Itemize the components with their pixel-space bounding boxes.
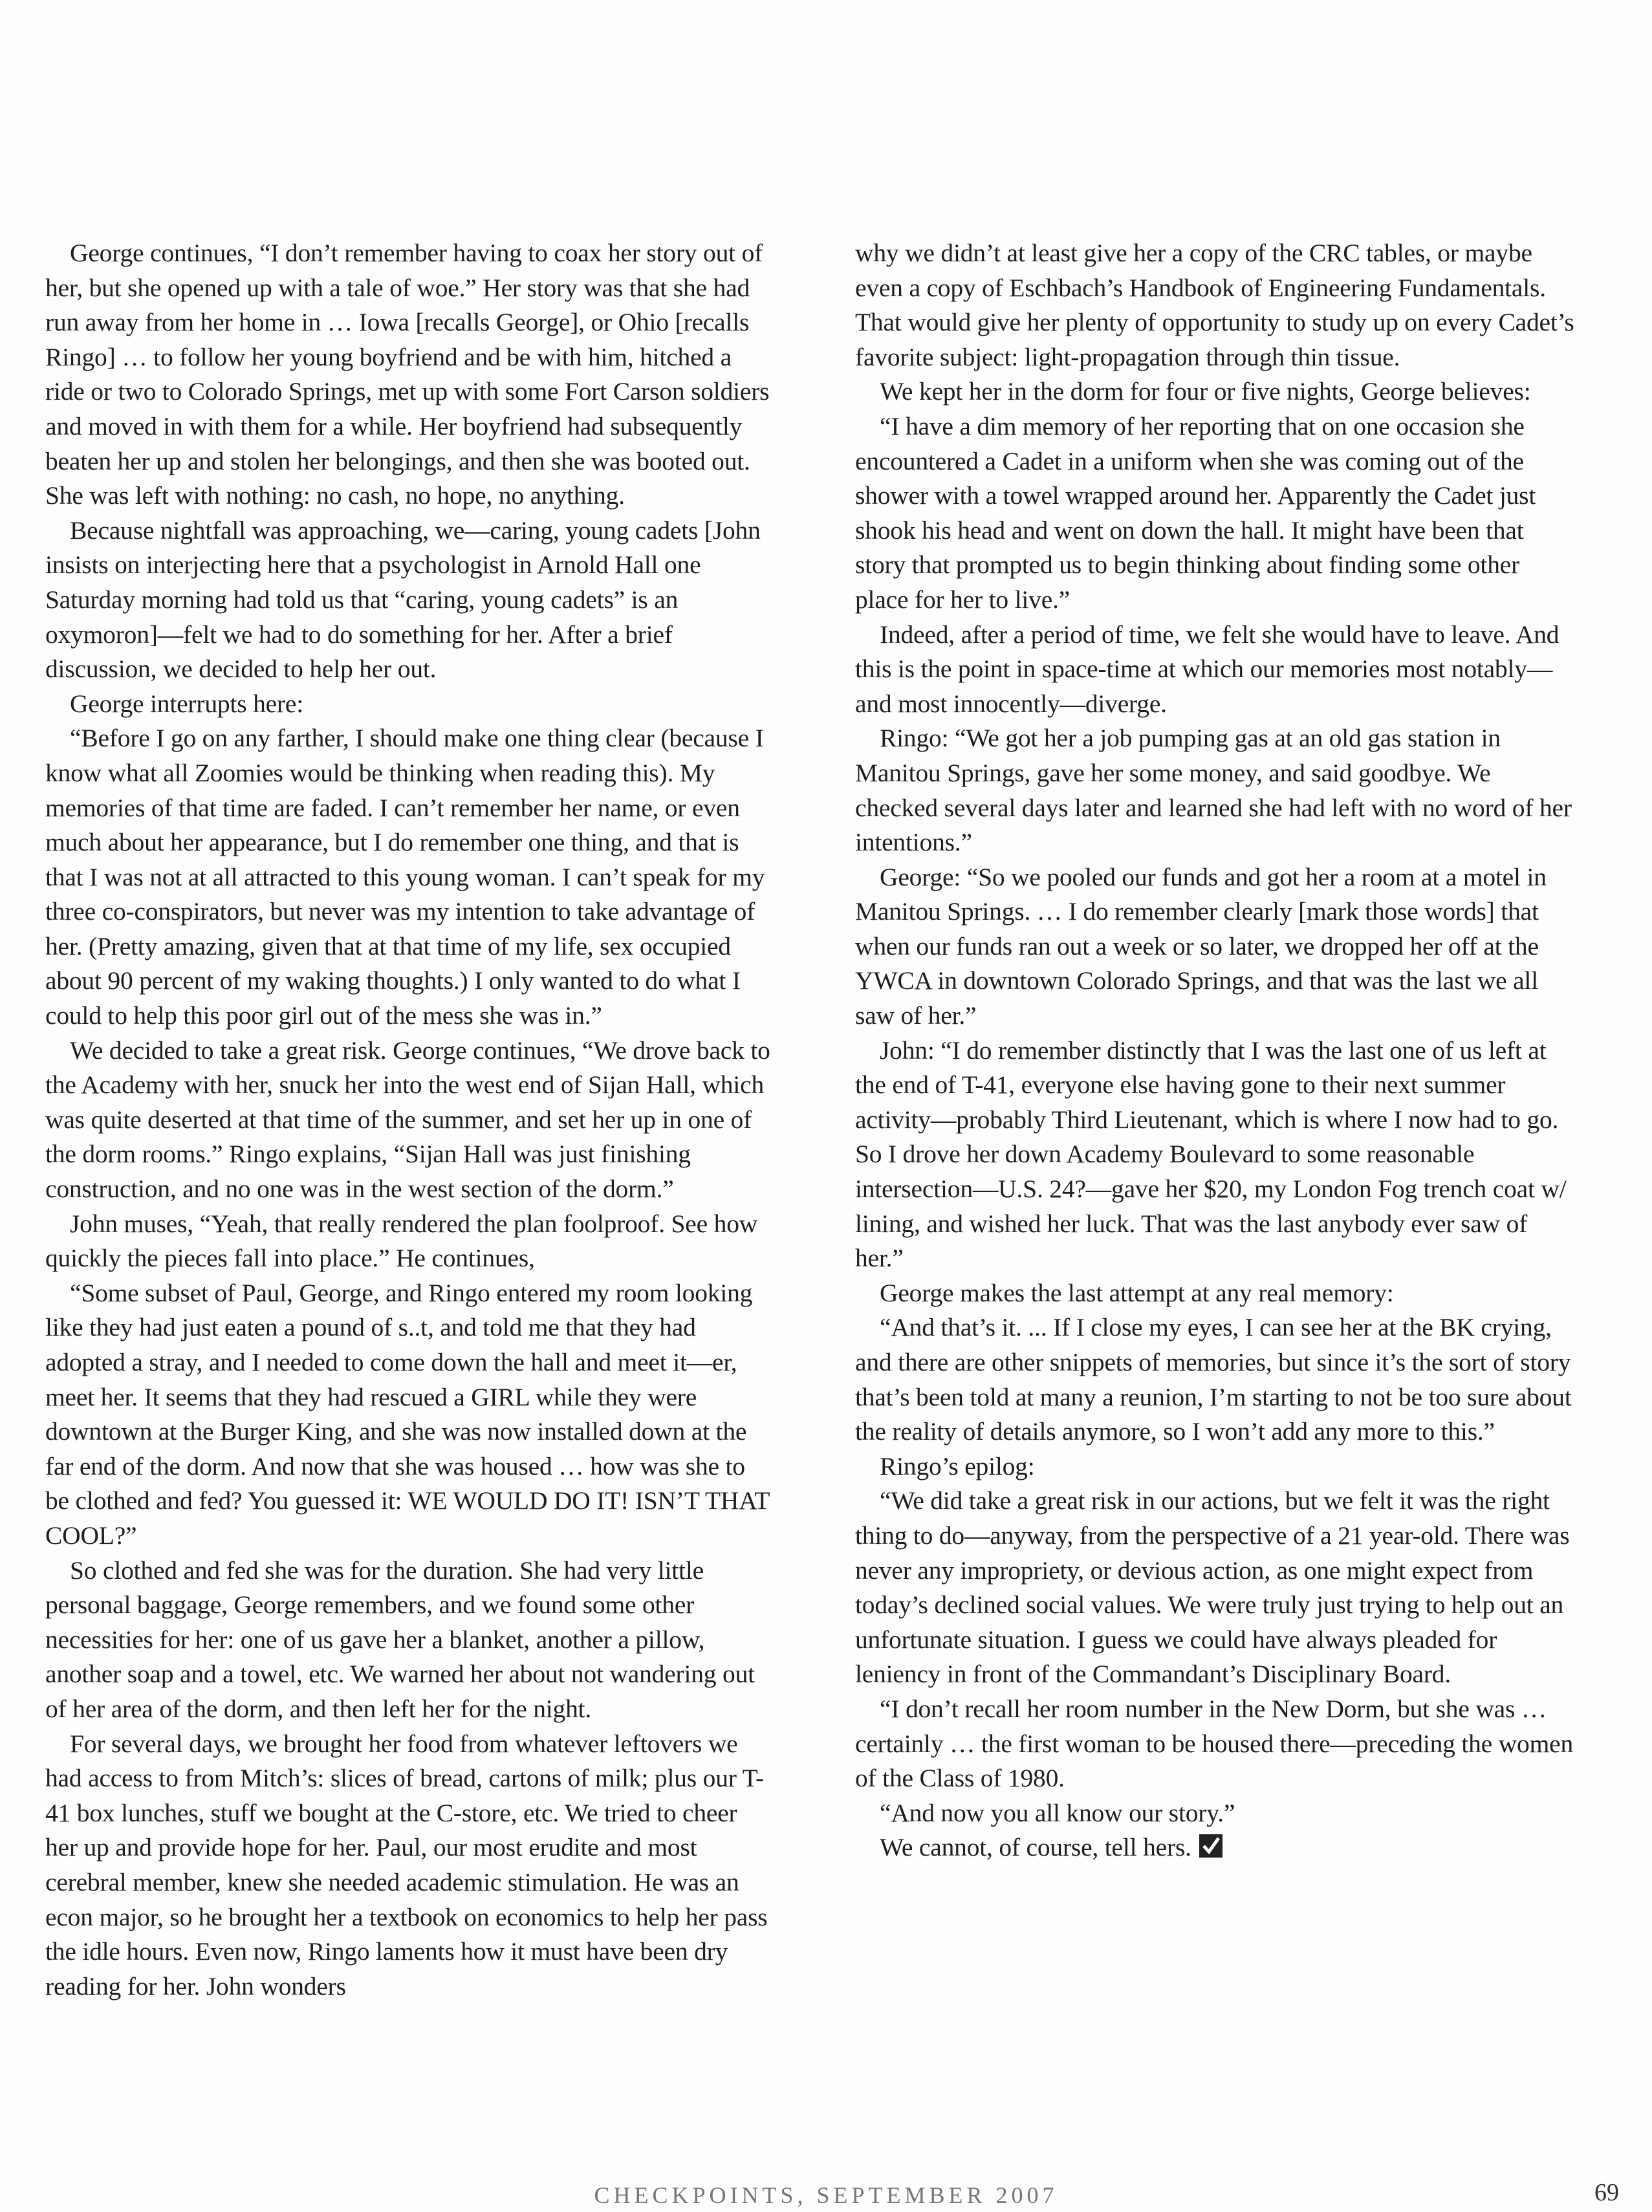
paragraph: “And that’s it. ... If I close my eyes, I can see her at the BK crying, and there are other snippets of memories, but since it’s the sort of story that’s been told at many a reunion, I’m starting to not be too sure about the reality of details anymore, so I won’t add any more to this.” [855, 1313, 1572, 1446]
paragraph: We kept her in the dorm for four or five nights, George believes: [880, 377, 1531, 406]
last-paragraph [855, 1830, 1576, 1865]
paragraph: “Before I go on any farther, I should make one thing clear (because I know what all Zoomies would be thinking when reading this). My memories of that time are faded. I can’t remember her name, or even much about her appearance, but I do remember one thing, and that is that I was not at all attracted to this young woman. I can’t speak for my three co-conspirators, but never was my intention to take advantage of her. (Pretty amazing, given that at that time of my life, sex occupied about 90 percent of my waking thoughts.) I only wanted to do what I could to help this poor girl out of the mess she was in.” [45, 724, 765, 1030]
left-column [45, 236, 773, 2004]
paragraph: George interrupts here: [70, 689, 304, 718]
paragraph: Indeed, after a period of time, we felt she would have to leave. And this is the point in space-time at which our memories most notably—and most innocently—diverge. [855, 620, 1560, 718]
paragraph: George continues, “I don’t remember having to coax her story out of her, but she opened up with a tale of woe.” Her story was that she had run away from her home in … Iowa [recalls George], or Ohio [recalls Ringo] … to follow her young boyfriend and be with him, hitched a ride or two to Colorado Springs, met up with some Fort Carson soldiers and moved in with them for a while. Her boyfriend had subsequently beaten her up and stolen her belongings, and then she was booted out. She was left with nothing: no cash, no hope, no anything. [45, 239, 770, 510]
paragraph: We decided to take a great risk. George continues, “We drove back to the Academy with her, snuck her into the west end of Sijan Hall, which was quite deserted at that time of the summer, and set her up in one of the dorm rooms.” Ringo explains, “Sijan Hall was just finishing construction, and no one was in the west section of the dorm.” [45, 1036, 770, 1204]
paragraph: “We did take a great risk in our actions, but we felt it was the right thing to do—anyway, from the perspective of a 21 year-old. There was never any impropriety, or devious action, as one might expect from today’s declined social values. We were truly just trying to help out an unfortunate situation. I guess we could have always pleaded for leniency in front of the Commandant’s Disciplinary Board. [855, 1486, 1570, 1689]
paragraph: Ringo’s epilog: [880, 1451, 1035, 1480]
paragraph: why we didn’t at least give her a copy of the CRC tables, or maybe even a copy of Eschbach’s Handbook of Engineering Fundamentals. That would give her plenty of opportunity to study up on every Cadet’s favorite subject: light-propagation through thin tissue. [855, 239, 1574, 371]
paragraph: “Some subset of Paul, George, and Ringo entered my room looking like they had just eaten a pound of s..t, and told me that they had adopted a stray, and I needed to come down the hall and meet it—er, meet her. It seems that they had rescued a GIRL while they were downtown at the Burger King, and she was now installed down at the far end of the dorm. And now that she was housed … how was she to be clothed and fed? You guessed it: WE WOULD DO IT! ISN’T THAT COOL?” [45, 1278, 770, 1550]
paragraph: Ringo: “We got her a job pumping gas at an old gas station in Manitou Springs, gave her some money, and said goodbye. We checked several days later and learned she had left with no word of her intentions.” [855, 724, 1572, 857]
paragraph: Because nightfall was approaching, we—caring, young cadets [John insists on interjecting here that a psychologist in Arnold Hall one Saturday morning had told us that “caring, young cadets” is an oxymoron]—felt we had to do something for her. After a brief discussion, we decided to help her out. [45, 515, 761, 684]
last-paragraph-text: We cannot, of course, tell hers. [880, 1833, 1191, 1862]
page-number: 69 [1594, 2179, 1619, 2206]
paragraph: John: “I do remember distinctly that I was the last one of us left at the end of T-41, everyone else having gone to their next summer activity—probably Third Lieutenant, which is where I now had to go. So I drove her down Academy Boulevard to some reasonable intersection—U.S. 24?—gave her $20, my London Fog trench coat w/ lining, and wished her luck. That was the last anybody ever saw of her.” [855, 1036, 1567, 1273]
paragraph: For several days, we brought her food from whatever leftovers we had access to from Mitch’s: slices of bread, cartons of milk; plus our T-41 box lunches, stuff we bought at the C-store, etc. We tried to cheer her up and provide hope for her. Paul, our most erudite and most cerebral member, knew she needed academic stimulation. He was an econ major, so he brought her a textbook on economics to help her pass the idle hours. Even now, Ringo laments how it must have been dry reading for her. John wonders [45, 1729, 768, 2001]
paragraph: John muses, “Yeah, that really rendered the plan foolproof. See how quickly the pieces fall into place.” He continues, [45, 1209, 758, 1273]
paragraph: “And now you all know our story.” [880, 1798, 1235, 1827]
paragraph: “I have a dim memory of her reporting that on one occasion she encountered a Cadet in a uniform when she was coming out of the shower with a towel wrapped around her. Apparently the Cadet just shook his head and went on down the hall. It might have been that story that prompted us to begin thinking about finding some other place for her to live.” [855, 411, 1536, 614]
checkbox-checkmark-icon [1199, 1834, 1223, 1858]
footer-publication: CHECKPOINTS, SEPTEMBER 2007 [594, 2182, 1058, 2208]
paragraph: George makes the last attempt at any real memory: [880, 1278, 1394, 1307]
paragraph: “I don’t recall her room number in the New Dorm, but she was … certainly … the first woman to be housed there—preceding the women of the Class of 1980. [855, 1694, 1574, 1793]
paragraph: George: “So we pooled our funds and got her a room at a motel in Manitou Springs. … I do remember clearly [mark those words] that when our funds ran out a week or so later, we dropped her off at the YWCA in downtown Colorado Springs, and that was the last we all saw of her.” [855, 862, 1547, 1030]
right-column [855, 236, 1576, 1865]
paragraph: So clothed and fed she was for the duration. She had very little personal baggage, George remembers, and we found some other necessities for her: one of us gave her a blanket, another a pillow, another soap and a towel, etc. We warned her about not wandering out of her area of the dorm, and then left her for the night. [45, 1556, 755, 1723]
